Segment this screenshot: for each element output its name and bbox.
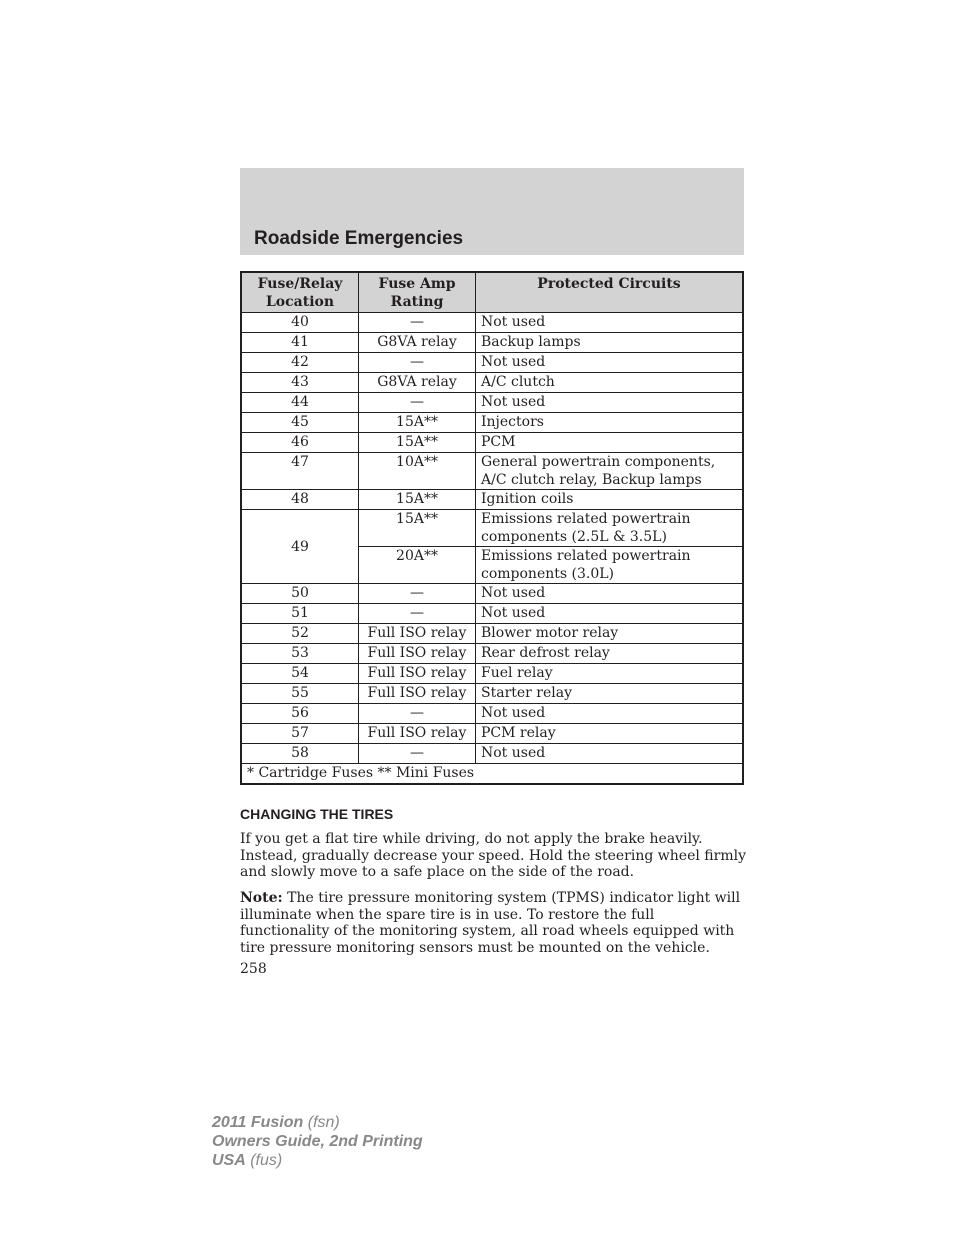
table-header-row [241,272,743,313]
cell-location: 58 [241,744,359,764]
table-row [241,744,743,764]
cell-circuit: Blower motor relay [476,624,744,644]
note-text: The tire pressure monitoring system (TPMS) indicator light will illuminate when the spare tire is in use. To restore the full functionality of the monitoring system, all road wheels equipped with tire pressure monitoring sensors must be mounted on the vehicle. [240,890,741,956]
table-row [241,393,743,413]
table-footnote: * Cartridge Fuses ** Mini Fuses [241,764,743,785]
table-row [241,604,743,624]
cell-circuit: Fuel relay [476,664,744,684]
cell-circuit: Emissions related powertrain components (2.5L & 3.5L) [476,510,744,547]
cell-circuit: Not used [476,744,744,764]
cell-location: 53 [241,644,359,664]
cell-rating: — [359,313,476,333]
table-row [241,644,743,664]
cell-rating: Full ISO relay [359,684,476,704]
cell-rating: 15A** [359,413,476,433]
table-row [241,413,743,433]
cell-location: 57 [241,724,359,744]
table-row [241,333,743,353]
cell-rating: G8VA relay [359,373,476,393]
cell-circuit: Emissions related powertrain components (3.0L) [476,547,744,584]
table-row [241,724,743,744]
cell-location: 46 [241,433,359,453]
cell-rating: Full ISO relay [359,624,476,644]
cell-rating: Full ISO relay [359,644,476,664]
table-row [241,373,743,393]
cell-circuit: Not used [476,604,744,624]
header-rating: Fuse Amp Rating [359,272,476,313]
cell-rating: — [359,704,476,724]
cell-location: 55 [241,684,359,704]
footer-line-3: USA (fus) [212,1152,283,1169]
cell-location: 56 [241,704,359,724]
cell-rating: 15A** [359,510,476,547]
cell-location: 44 [241,393,359,413]
cell-location: 48 [241,490,359,510]
cell-rating: — [359,744,476,764]
table-row [241,664,743,684]
table-footnote-row [241,764,743,785]
cell-circuit: PCM relay [476,724,744,744]
cell-circuit: Not used [476,313,744,333]
cell-rating: 20A** [359,547,476,584]
cell-circuit: Not used [476,584,744,604]
cell-location: 45 [241,413,359,433]
cell-circuit: PCM [476,433,744,453]
page-number: 258 [240,961,267,977]
page-title: Roadside Emergencies [254,228,464,249]
cell-circuit: Ignition coils [476,490,744,510]
cell-circuit: Backup lamps [476,333,744,353]
cell-circuit: Not used [476,353,744,373]
cell-circuit: Not used [476,393,744,413]
cell-rating: 15A** [359,433,476,453]
cell-circuit: Rear defrost relay [476,644,744,664]
table-row [241,490,743,510]
cell-location: 40 [241,313,359,333]
table-row [241,510,743,547]
table-row [241,584,743,604]
fuse-table [240,271,744,785]
footer-line-1: 2011 Fusion (fsn) [212,1114,340,1131]
table-row [241,684,743,704]
cell-rating: Full ISO relay [359,664,476,684]
cell-circuit: Not used [476,704,744,724]
cell-location: 50 [241,584,359,604]
cell-rating: — [359,584,476,604]
cell-location: 51 [241,604,359,624]
table-row [241,704,743,724]
cell-circuit: Starter relay [476,684,744,704]
cell-location: 52 [241,624,359,644]
header-location: Fuse/Relay Location [241,272,359,313]
cell-rating: 10A** [359,453,476,490]
table-row [241,353,743,373]
cell-rating: G8VA relay [359,333,476,353]
note-label: Note: [240,890,283,906]
footer [212,1113,423,1170]
cell-location: 54 [241,664,359,684]
cell-rating: 15A** [359,490,476,510]
cell-location: 41 [241,333,359,353]
cell-rating: Full ISO relay [359,724,476,744]
table-row [241,313,743,333]
section-title: CHANGING THE TIRES [240,806,394,822]
cell-rating: — [359,353,476,373]
cell-location: 47 [241,453,359,490]
cell-location: 49 [241,510,359,584]
paragraph-note [240,890,746,956]
cell-circuit: Injectors [476,413,744,433]
paragraph-flat-tire: If you get a flat tire while driving, do not apply the brake heavily. Instead, gradually decrease your speed. Hold the steering wheel firmly and slowly move to a safe place on the side of the road. [240,831,746,880]
table-row [241,433,743,453]
cell-circuit: A/C clutch [476,373,744,393]
table-row [241,624,743,644]
cell-circuit: General powertrain components, A/C clutch relay, Backup lamps [476,453,744,490]
cell-location: 43 [241,373,359,393]
cell-rating: — [359,604,476,624]
footer-line-2: Owners Guide, 2nd Printing [212,1133,423,1150]
header-circuits: Protected Circuits [476,272,744,313]
cell-rating: — [359,393,476,413]
table-row [241,453,743,490]
cell-location: 42 [241,353,359,373]
